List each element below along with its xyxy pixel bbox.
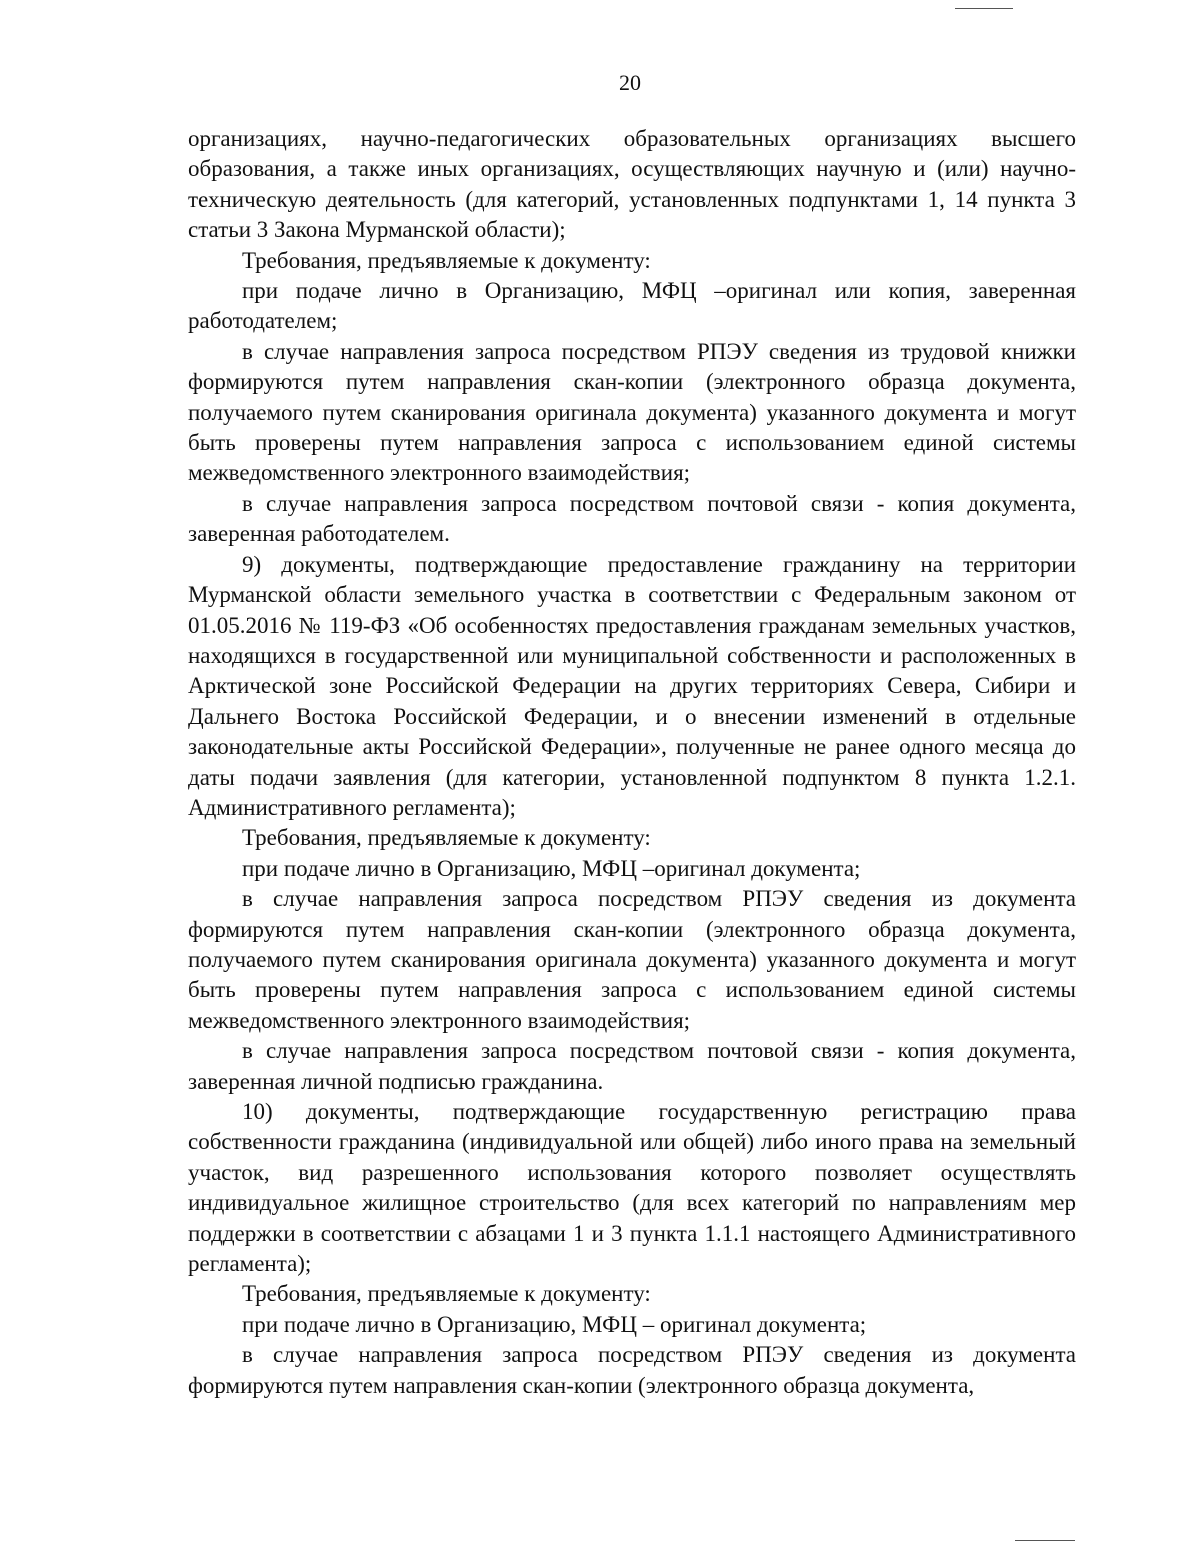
paragraph: при подаче лично в Организацию, МФЦ –оригинал или копия, заверенная работодателем; [188, 278, 1076, 334]
paragraph: в случае направления запроса посредством почтовой связи - копия документа, заверенная работодателем. [188, 490, 1076, 547]
page-number: 20 [619, 70, 641, 95]
paragraph: организациях, научно-педагогических образовательных организациях высшего образования, а также иных организациях, осуществляющих научную и (или) научно-техническую деятельность (для категорий, установленных подпунктами 1, 14 пункта 3 статьи 3 Закона Мурманской области); [188, 126, 1076, 243]
document-body [188, 124, 1076, 1401]
paragraph: в случае направления запроса посредством РПЭУ сведения из трудовой книжки формируются путем направления скан-копии (электронного образца документа, получаемого путем сканирования оригинала документа) указанного документа и могут быть проверены путем направления запроса с использованием единой системы межведомственного электронного взаимодействия; [188, 338, 1076, 486]
paragraph: в случае направления запроса посредством почтовой связи - копия документа, заверенная личной подписью гражданина. [188, 1038, 1076, 1094]
paragraph: 9) документы, подтверждающие предоставление гражданину на территории Мурманской области земельного участка в соответствии с Федеральным законом от 01.05.2016 № 119-ФЗ «Об особенностях предоставления гражданам земельных участков, находящихся в государственной или муниципальной собственности и расположенных в Арктической зоне Российской Федерации на других территориях Севера, Сибири и Дальнего Востока Российской Федерации, и о внесении изменений в отдельные законодательные акты Российской Федерации», полученные не ранее одного месяца до даты подачи заявления (для категории, установленной подпунктом 8 пункта 1.2.1. Административного регламента); [188, 551, 1076, 820]
paragraph: 10) документы, подтверждающие государственную регистрацию права собственности гражданина (индивидуальной или общей) либо иного права на земельный участок, вид разрешенного использования которого позволяет осуществлять индивидуальное жилищное строительство (для всех категорий по направлениям мер поддержки в соответствии с абзацами 1 и 3 пункта 1.1.1 настоящего Административного регламента); [188, 1099, 1076, 1277]
paragraph: Требования, предъявляемые к документу: [242, 825, 651, 851]
paragraph: в случае направления запроса посредством РПЭУ сведения из документа формируются путем направления скан-копии (электронного образца документа, [188, 1342, 1076, 1398]
paragraph: Требования, предъявляемые к документу: [242, 1281, 651, 1307]
paragraph: в случае направления запроса посредством РПЭУ сведения из документа формируются путем направления скан-копии (электронного образца документа, получаемого путем сканирования оригинала документа) указанного документа и могут быть проверены путем направления запроса с использованием единой системы межведомственного электронного взаимодействия; [188, 886, 1076, 1033]
paragraph: Требования, предъявляемые к документу: [242, 247, 651, 273]
scan-artifact-line [955, 8, 1013, 9]
paragraph: при подаче лично в Организацию, МФЦ – оригинал документа; [242, 1311, 867, 1337]
paragraph: при подаче лично в Организацию, МФЦ –оригинал документа; [242, 855, 861, 881]
scan-artifact-line [1015, 1540, 1075, 1541]
